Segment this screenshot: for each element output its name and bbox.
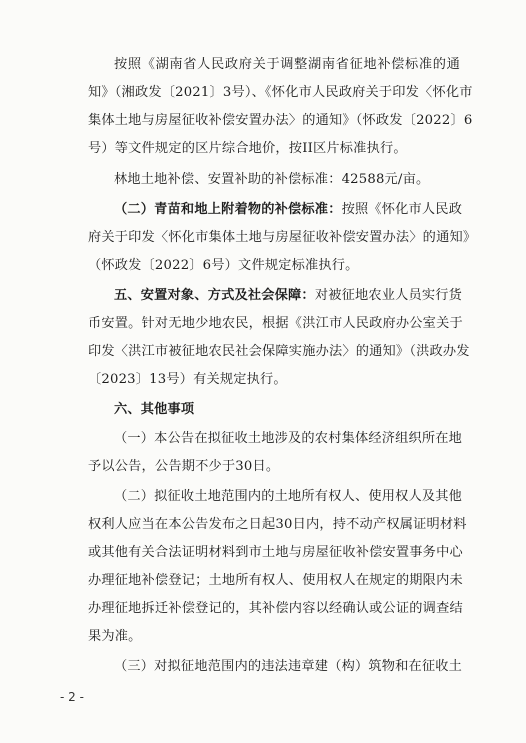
paragraph-line: 币安置。针对无地少地农民，根据《洪江市人民政府办公室关于	[88, 316, 463, 331]
paragraph-line: 号）等文件规定的区片综合地价，按II区片标准执行。	[88, 141, 407, 156]
section-heading: 五、安置对象、方式及社会保障：	[114, 288, 315, 303]
paragraph-text: 对被征地农业人员实行货	[314, 288, 463, 303]
paragraph-line	[114, 201, 463, 219]
paragraph-line: 果为准。	[88, 629, 142, 644]
paragraph-line: 印发〈洪江市被征地农民社会保障实施办法〉的通知》（洪政办发	[88, 344, 470, 359]
paragraph-line: （一）本公告在拟征收土地涉及的农村集体经济组织所在地	[114, 431, 463, 446]
paragraph-line: 府关于印发〈怀化市集体土地与房屋征收补偿安置办法〉的通知》	[88, 230, 477, 245]
section-heading: （二）青苗和地上附着物的补偿标准：	[114, 202, 342, 217]
paragraph-line: 知》（湘政发〔2021〕3号）、《怀化市人民政府关于印发〈怀化市	[88, 85, 473, 100]
paragraph-line: （怀政发〔2022〕6号）文件规定标准执行。	[88, 258, 359, 273]
page-number: - 2 -	[60, 690, 84, 704]
paragraph-line: 或其他有关合法证明材料到市土地与房屋征收补偿安置事务中心	[88, 545, 463, 560]
paragraph-line: （三）对拟征地范围内的违法违章建（构）筑物和在征收土	[114, 659, 463, 674]
paragraph-text: 按照《怀化市人民政	[341, 202, 463, 217]
paragraph-line: 权利人应当在本公告发布之日起30日内，持不动产权属证明材料	[88, 517, 467, 532]
paragraph-line	[114, 287, 463, 305]
paragraph-line: 办理征地拆迁补偿登记的，其补偿内容以经确认或公证的调查结	[88, 601, 463, 616]
paragraph-line: （二）拟征收土地范围内的土地所有权人、使用权人及其他	[114, 489, 463, 504]
section-heading: 六、其他事项	[114, 402, 195, 417]
paragraph-line: 林地土地补偿、安置补助的补偿标准：42588元/亩。	[114, 172, 430, 187]
paragraph-line: 予以公告，公告期不少于30日。	[88, 459, 280, 474]
paragraph-line: 集体土地与房屋征收补偿安置办法〉的通知》（怀政发〔2022〕6	[88, 113, 473, 128]
paragraph-line: 按照《湖南省人民政府关于调整湖南省征地补偿标准的通	[114, 57, 460, 72]
paragraph-line: 办理征地补偿登记；土地所有权人、使用权人在规定的期限内未	[88, 573, 463, 588]
paragraph-line: 〔2023〕13号）有关规定执行。	[88, 372, 287, 387]
